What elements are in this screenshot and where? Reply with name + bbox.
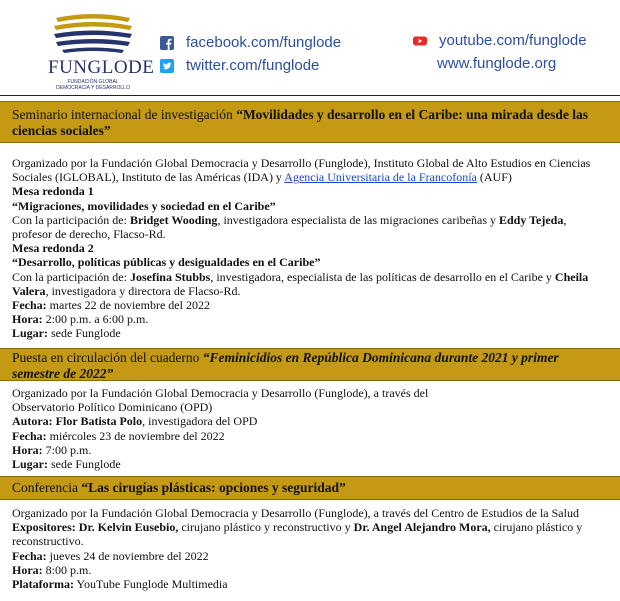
event-3-date: Fecha: jueves 24 de noviembre del 2022 — [12, 548, 209, 563]
event-1-title-band: Seminario internacional de investigación “Movilidades y desarrollo en el Caribe: una mirada desde las ciencias sociales” — [0, 101, 620, 143]
event-2-title: “Feminicidios en República Dominicana durante 2021 y primer semestre de 2022” — [12, 350, 559, 381]
auf-link[interactable]: Agencia Universitaria de la Francofonía — [284, 170, 477, 185]
event-2-organizer-line2: Observatorio Político Dominicano (OPD) — [12, 400, 213, 415]
event-3-speakers: Expositores: Dr. Kelvin Eusebio, cirujano plástico y reconstructivo y Dr. Angel Alejandro Mora, cirujano plástico y reconstructivo. — [12, 520, 583, 549]
youtube-link[interactable] — [413, 32, 587, 49]
logo-name: FUNGLODE — [48, 57, 155, 78]
logo-emblem-icon — [48, 10, 138, 56]
event-2-details — [0, 386, 620, 471]
event-2-date: Fecha: miércoles 23 de noviembre del 2022 — [12, 428, 225, 443]
youtube-url[interactable]: youtube.com/funglode — [439, 32, 587, 49]
event-2-time: Hora: 7:00 p.m. — [12, 442, 92, 457]
event-1-date: Fecha: martes 22 de noviembre del 2022 — [12, 298, 210, 313]
event-3-title-band: Conferencia “Las cirugías plásticas: opciones y seguridad” — [0, 476, 620, 500]
facebook-icon — [160, 36, 174, 50]
panel-2-title: “Desarrollo, políticas públicas y desigualdades en el Caribe” — [12, 255, 321, 270]
panel-1-participants: Con la participación de: Bridget Wooding, investigadora especialista de las migraciones caribeñas y Eddy Tejeda, profesor de derecho, Flacso-Rd. — [12, 212, 567, 242]
event-3-platform: Plataforma: YouTube Funglode Multimedia — [12, 577, 228, 592]
website-link[interactable] — [437, 55, 556, 72]
event-3-time: Hora: 8:00 p.m. — [12, 562, 92, 577]
twitter-icon — [160, 59, 174, 73]
event-3-details — [0, 506, 620, 591]
header-divider — [0, 95, 620, 96]
facebook-url[interactable]: facebook.com/funglode — [186, 34, 342, 51]
panel-2-label: Mesa redonda 2 — [12, 241, 94, 256]
event-1-place: Lugar: sede Funglode — [12, 326, 121, 341]
panel-1-title: “Migraciones, movilidades y sociedad en el Caribe” — [12, 198, 276, 213]
twitter-link[interactable] — [160, 57, 319, 74]
logo-subtitle: FUNDACIÓN GLOBAL DEMOCRACIA Y DESARROLLO — [56, 79, 130, 91]
youtube-icon — [413, 34, 427, 48]
header — [0, 0, 620, 100]
event-3-organizer: Organizado por la Fundación Global Democracia y Desarrollo (Funglode), a través del Centro de Estudios de la Salud — [12, 506, 579, 520]
event-2-title-band: Puesta en circulación del cuaderno “Feminicidios en República Dominicana durante 2021 y primer semestre de 2022” — [0, 348, 620, 381]
panel-1-label: Mesa redonda 1 — [12, 184, 94, 199]
event-1-time: Hora: 2:00 p.m. a 6:00 p.m. — [12, 312, 149, 327]
event-1-title: “Movilidades y desarrollo en el Caribe: una mirada desde las ciencias sociales” — [12, 107, 589, 138]
event-1-details — [0, 156, 620, 341]
facebook-link[interactable] — [160, 34, 341, 51]
event-2-author: Autora: Flor Batista Polo, investigadora del OPD — [12, 414, 258, 429]
event-2-organizer-line1: Organizado por la Fundación Global Democracia y Desarrollo (Funglode), a través del — [12, 386, 429, 400]
panel-2-participants: Con la participación de: Josefina Stubbs, investigadora, especialista de las políticas de desarrollo en el Caribe y Cheila Valera, investigadora y directora de Flacso-Rd. — [12, 269, 589, 298]
website-url[interactable]: www.funglode.org — [437, 55, 557, 72]
funglode-logo[interactable] — [48, 10, 155, 94]
twitter-url[interactable]: twitter.com/funglode — [186, 57, 320, 74]
event-2-place: Lugar: sede Funglode — [12, 457, 121, 472]
event-1-organizer: Organizado por la Fundación Global Democracia y Desarrollo (Funglode), Instituto Global de Alto Estudios en Ciencias Sociales (IGLOBAL), Instituto de las Américas (IDA) y Agencia Universitaria de la Francofonía (AUF) — [12, 156, 591, 185]
event-3-title: “Las cirugías plásticas: opciones y seguridad” — [81, 480, 346, 495]
